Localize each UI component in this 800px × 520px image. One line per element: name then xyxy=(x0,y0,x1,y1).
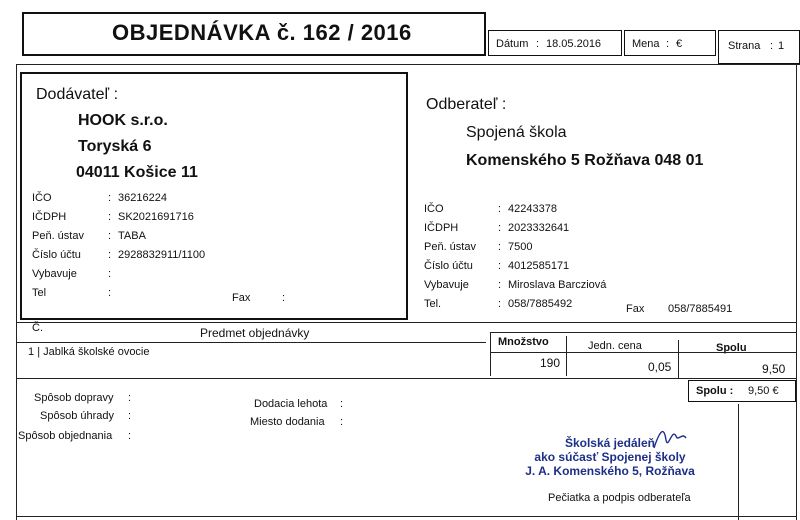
col-total-header: Spolu xyxy=(716,342,747,354)
row-total: 9,50 xyxy=(762,362,786,376)
col-unit-price-header: Jedn. cena xyxy=(588,340,642,352)
row-subject: Jablká školské ovocie xyxy=(43,346,150,358)
outer-frame-right xyxy=(796,64,797,520)
row-qty: 190 xyxy=(540,356,561,370)
supplier-contact-label: Vybavuje xyxy=(32,268,77,280)
supplier-bank-label: Peň. ústav xyxy=(32,230,84,242)
customer-icdph-label: IČDPH xyxy=(424,222,459,234)
supplier-name: HOOK s.r.o. xyxy=(78,112,168,129)
currency-value: € xyxy=(676,38,683,50)
customer-contact-value: Miroslava Barcziová xyxy=(508,279,607,291)
outer-frame-left xyxy=(16,64,17,520)
col-no-header: Č. xyxy=(32,322,43,334)
payment-label: Spôsob úhrady xyxy=(40,410,114,422)
customer-name: Spojená škola xyxy=(466,124,567,141)
page-value: 1 xyxy=(778,40,785,52)
customer-tel-value: 058/7885492 xyxy=(508,298,573,310)
supplier-box xyxy=(20,72,408,320)
supplier-account-label: Číslo účtu xyxy=(32,249,81,261)
currency-label: Mena xyxy=(632,38,660,50)
transport-label: Spôsob dopravy xyxy=(34,392,114,404)
stamp-line-2: ako súčasť Spojenej školy xyxy=(534,450,686,464)
deadline-label: Dodacia lehota xyxy=(254,398,328,410)
stamp-line-1: Školská jedáleň xyxy=(564,436,656,450)
supplier-icdph-label: IČDPH xyxy=(32,211,67,223)
customer-heading: Odberateľ : xyxy=(426,96,507,113)
date-label: Dátum xyxy=(496,38,529,50)
supplier-icdph-value: SK2021691716 xyxy=(118,211,194,223)
customer-fax-value: 058/7885491 xyxy=(668,303,733,315)
customer-ico-label: IČO xyxy=(424,203,444,215)
stamp-line-3: J. A. Komenského 5, Rožňava xyxy=(525,464,695,478)
supplier-fax-label: Fax xyxy=(232,292,251,304)
order-title: OBJEDNÁVKA č. 162 / 2016 xyxy=(112,20,412,45)
stamp-caption: Pečiatka a podpis odberateľa xyxy=(548,492,691,504)
table-top-line xyxy=(16,322,796,323)
row-no: 1 xyxy=(28,346,35,358)
header-bottom-line xyxy=(16,342,486,343)
grand-total-value: 9,50 € xyxy=(748,385,779,397)
customer-account-label: Číslo účtu xyxy=(424,260,473,272)
customer-contact-label: Vybavuje xyxy=(424,279,469,291)
signature-scribble xyxy=(650,422,690,452)
customer-account-value: 4012585171 xyxy=(508,260,570,272)
place-label: Miesto dodania xyxy=(250,416,325,428)
supplier-heading: Dodávateľ : xyxy=(36,86,119,103)
row-unit-price: 0,05 xyxy=(648,360,672,374)
col-qty-header: Množstvo xyxy=(498,336,549,348)
customer-bank-value: 7500 xyxy=(508,241,533,253)
customer-address: Komenského 5 Rožňava 048 01 xyxy=(466,152,704,169)
customer-tel-label: Tel. xyxy=(424,298,442,310)
date-value: 18.05.2016 xyxy=(546,38,602,50)
ordering-label: Spôsob objednania xyxy=(18,430,113,442)
customer-icdph-value: 2023332641 xyxy=(508,222,570,234)
table-row: 1 | Jablká školské ovocie xyxy=(28,346,150,358)
table-bottom-line xyxy=(16,378,796,379)
page-label: Strana xyxy=(728,40,761,52)
supplier-ico-label: IČO xyxy=(32,192,52,204)
supplier-ico-value: 36216224 xyxy=(118,192,167,204)
outer-frame-top xyxy=(16,64,800,65)
supplier-bank-value: TABA xyxy=(118,230,146,242)
customer-ico-value: 42243378 xyxy=(508,203,557,215)
supplier-account-value: 2928832911/1100 xyxy=(118,249,206,261)
col-subject-header: Predmet objednávky xyxy=(200,326,310,340)
customer-bank-label: Peň. ústav xyxy=(424,241,476,253)
supplier-city: 04011 Košice 11 xyxy=(76,164,198,181)
supplier-street: Toryská 6 xyxy=(78,138,152,155)
customer-fax-label: Fax xyxy=(626,303,645,315)
grand-total-label: Spolu : xyxy=(696,385,734,397)
supplier-tel-label: Tel xyxy=(32,287,47,299)
